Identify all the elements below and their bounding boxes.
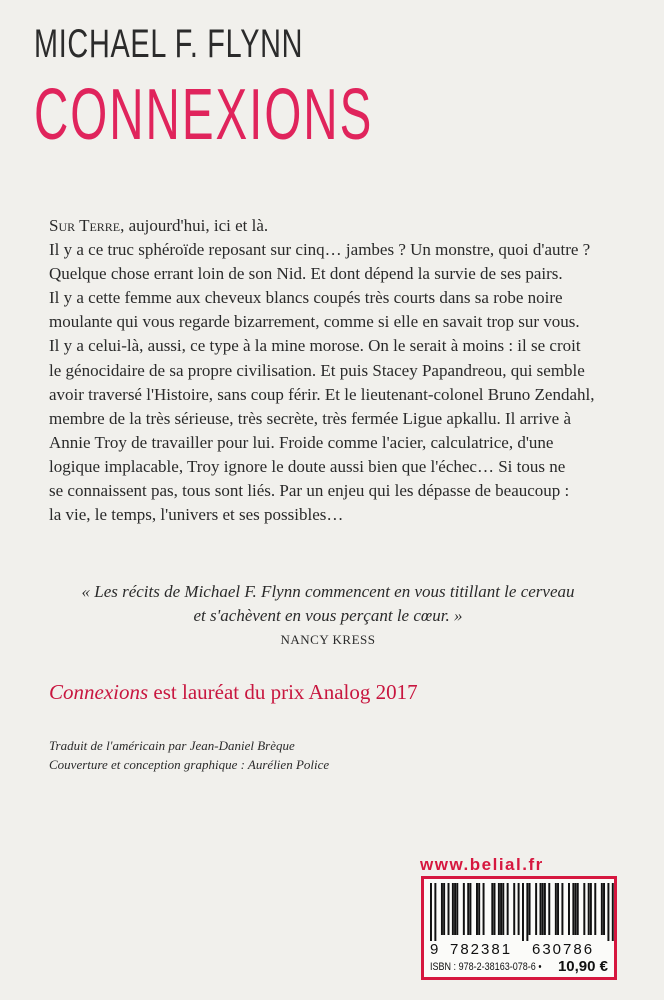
barcode-bar [577, 883, 579, 935]
barcode-bar [583, 883, 585, 935]
barcode-bar [522, 883, 524, 941]
isbn-number: ISBN : 978-2-38163-078-6 • [430, 961, 542, 973]
barcode-bars [430, 883, 614, 941]
barcode-bar [494, 883, 496, 935]
barcode-bar [572, 883, 574, 935]
award-text: est lauréat du prix Analog 2017 [148, 680, 418, 704]
isbn-separator: • [538, 961, 542, 973]
barcode-bar [476, 883, 478, 935]
barcode-bar [483, 883, 485, 935]
barcode-bar [557, 883, 559, 935]
quote-line-1: « Les récits de Michael F. Flynn commencent en vous titillant le cerveau [81, 582, 575, 601]
barcode-bar [607, 883, 609, 941]
barcode-bar [448, 883, 450, 935]
barcode-bar [513, 883, 515, 935]
barcode-bar [540, 883, 542, 935]
ean-right-group: 630786 [532, 941, 595, 958]
blurb-line: avoir traversé l'Histoire, sans coup férir. Et le lieutenant-colonel Bruno Zendahl, [49, 384, 595, 404]
barcode-bar [575, 883, 577, 935]
book-title: CONNEXIONS [34, 75, 374, 155]
barcode-bar [467, 883, 469, 935]
credits [49, 736, 329, 774]
blurb-line: Sur Terre, aujourd'hui, ici et là. [49, 216, 269, 235]
price: 10,90 € [557, 958, 608, 975]
barcode-bar [601, 883, 603, 935]
ean-left-group: 782381 [450, 941, 513, 958]
barcode-bar [548, 883, 550, 935]
quote-line-2: et s'achèvent en vous perçant le cœur. » [193, 606, 463, 625]
barcode-bar [588, 883, 590, 935]
barcode-box [421, 876, 617, 980]
blurb-line: Annie Troy de travailler pour lui. Froide comme l'acier, calculatrice, d'une [49, 432, 554, 452]
barcode-bar [478, 883, 480, 935]
barcode-bar [594, 883, 596, 935]
publisher-website[interactable]: www.belial.fr [420, 855, 544, 874]
blurb-line: se connaissent pas, tous sont liés. Par un enjeu qui les dépasse de beaucoup : [49, 481, 570, 501]
author-name: MICHAEL F. FLYNN [34, 22, 304, 66]
blurb-line: Il y a celui-là, aussi, ce type à la mine morose. On le serait à moins : il se croit [49, 336, 581, 356]
ean-first-digit: 9 [430, 941, 439, 958]
barcode-bar [603, 883, 605, 935]
blurb-line: membre de la très sérieuse, très secrète, très fermée Ligue apkallu. Il arrive à [49, 408, 572, 428]
blurb-line: moulante qui vous regarde bizarrement, comme si elle en savait trop sur vous. [49, 312, 580, 332]
review-quote [49, 580, 607, 652]
blurb [49, 214, 639, 527]
award-line [49, 680, 418, 705]
quote-source: NANCY KRESS [280, 632, 376, 647]
blurb-line: la vie, le temps, l'univers et ses possibles… [49, 505, 344, 525]
blurb-line: Quelque chose errant loin de son Nid. Et dont dépend la survie de ses pairs. [49, 264, 563, 284]
barcode-bar [463, 883, 465, 935]
barcode-bar [491, 883, 493, 935]
blurb-line: Il y a ce truc sphéroïde reposant sur cinq… jambes ? Un monstre, quoi d'autre ? [49, 240, 591, 260]
barcode-bar [526, 883, 528, 941]
barcode-bar [612, 883, 614, 941]
barcode-bar [498, 883, 500, 935]
barcode-bar [502, 883, 504, 935]
barcode-bar [434, 883, 436, 941]
cover-credit: Couverture et conception graphique : Aurélien Police [49, 757, 330, 772]
barcode-bar [441, 883, 443, 935]
barcode-bar [507, 883, 509, 935]
blurb-line: Il y a cette femme aux cheveux blancs coupés très courts dans sa robe noire [49, 288, 563, 308]
barcode-bar [469, 883, 471, 935]
translator-credit: Traduit de l'américain par Jean-Daniel Brèque [49, 738, 295, 753]
barcode-bar [561, 883, 563, 935]
barcode-bar [535, 883, 537, 935]
barcode-bar [555, 883, 557, 935]
barcode-bar [452, 883, 454, 935]
blurb-line: le génocidaire de sa propre civilisation. Et puis Stacey Papandreou, qui semble [49, 360, 585, 380]
barcode-bar [456, 883, 458, 935]
award-book-title: Connexions [49, 680, 149, 704]
barcode-bar [518, 883, 520, 935]
barcode-bar [443, 883, 445, 935]
blurb-lead: Sur Terre [49, 216, 121, 235]
barcode-bar [568, 883, 570, 935]
barcode-bar [544, 883, 546, 935]
barcode-bar [500, 883, 502, 935]
barcode-bar [430, 883, 432, 941]
barcode-bar [590, 883, 592, 935]
blurb-line: logique implacable, Troy ignore le doute aussi bien que l'échec… Si tous ne [49, 456, 566, 476]
barcode-bar [529, 883, 531, 935]
barcode-bar [542, 883, 544, 935]
barcode-bar [454, 883, 456, 935]
